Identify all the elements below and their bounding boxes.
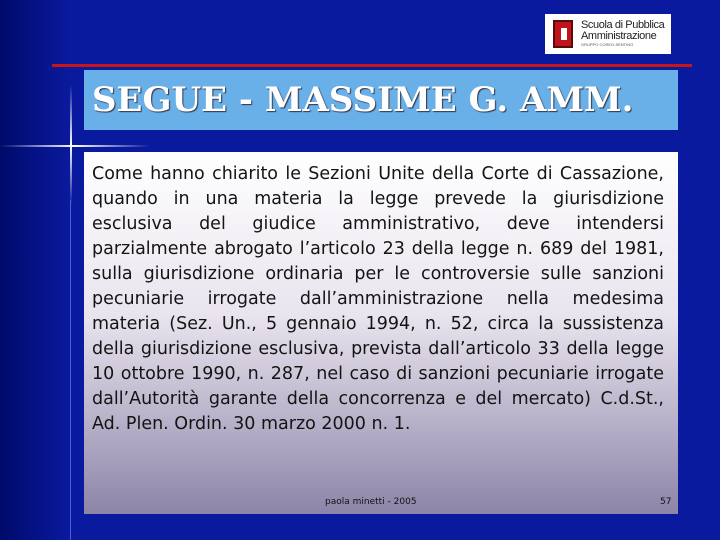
slide-title: SEGUE - MASSIME G. AMM.	[92, 80, 634, 120]
slide-body-text: Come hanno chiarito le Sezioni Unite della Corte di Cassazione, quando in una materia la legge prevede la giurisdizione esclusiva del giudice amministrativo, deve intendersi parzialmente abrogato l’articolo 23 della legge n. 689 del 1981, sulla giurisdizione ordinaria per le controversie sulle sanzioni pecuniarie irrogate dall’amministrazione nella medesima materia (Sez. Un., 5 gennaio 1994, n. 52, circa la sussistenza della giurisdizione esclusiva, prevista dall’articolo 33 della legge 10 ottobre 1990, n. 287, nel caso di sanzioni pecuniarie irrogate dall’Autorità garante della concorrenza e del mercato) C.d.St., Ad. Plen. Ordin. 30 marzo 2000 n. 1.	[92, 164, 664, 434]
sparkle-horizontal	[0, 145, 150, 147]
footer-author: paola minetti - 2005	[325, 497, 417, 507]
left-vertical-line	[70, 200, 71, 540]
page-number: 57	[660, 497, 672, 507]
logo-text	[581, 20, 664, 48]
sparkle-vertical	[70, 85, 72, 205]
left-gradient-band	[0, 0, 70, 540]
school-logo	[545, 14, 671, 54]
shield-icon	[548, 17, 578, 51]
logo-line-2: Amministrazione	[581, 30, 657, 42]
logo-line-3: GRUPPO COREO-SENTINO	[581, 42, 634, 47]
red-rule	[52, 64, 692, 67]
title-box	[84, 70, 678, 130]
logo-line-1: Scuola di Pubblica	[581, 19, 665, 31]
